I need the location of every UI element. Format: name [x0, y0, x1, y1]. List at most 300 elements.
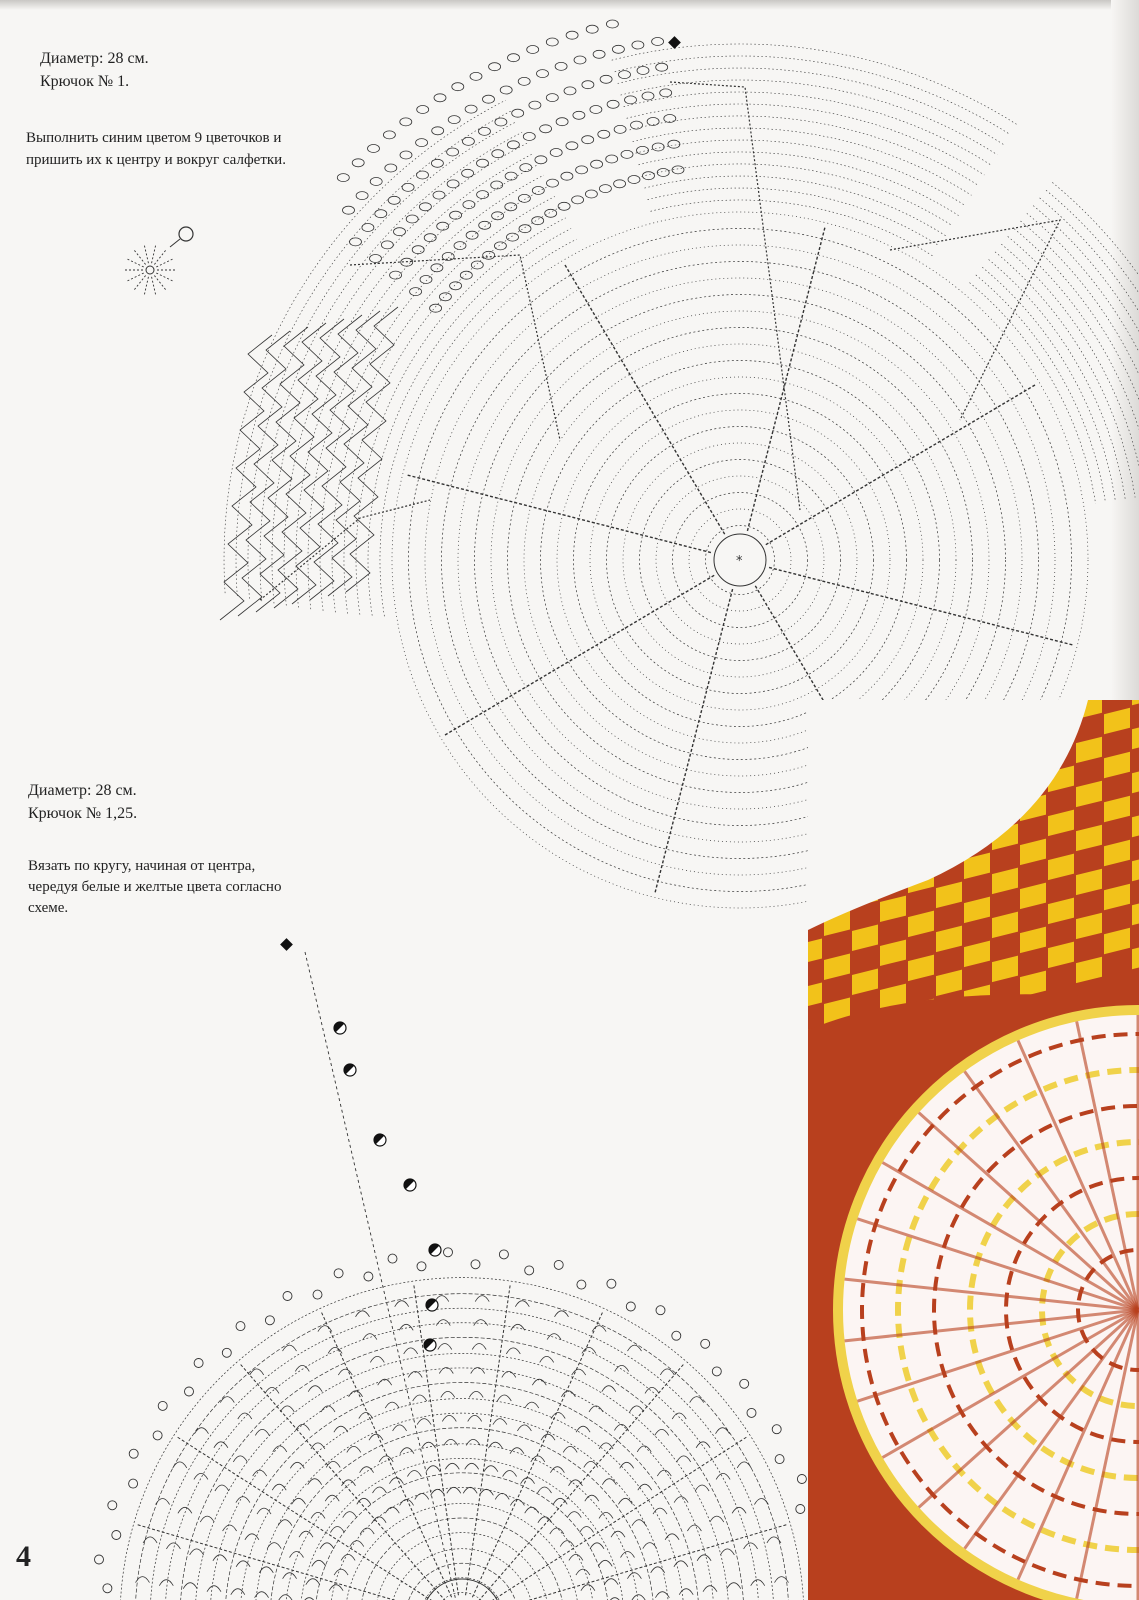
mesh-loop [585, 190, 597, 198]
mesh-loop [612, 45, 624, 53]
mesh-loop [527, 46, 539, 54]
scallop-arch [493, 1419, 507, 1425]
scallop-arch [389, 1478, 403, 1484]
scallop-arch [250, 1369, 264, 1375]
start-guide-line [305, 952, 460, 1600]
spoke [472, 1311, 603, 1598]
petal-outline [350, 255, 560, 440]
scallop-arch [604, 1579, 618, 1585]
scallop-arch [280, 1406, 294, 1412]
scallop-arch [495, 1493, 509, 1499]
mesh-loop [410, 288, 422, 296]
round-ring [360, 1518, 564, 1600]
scallop-arch [233, 1456, 247, 1462]
mesh-loop [430, 304, 442, 312]
picot [283, 1292, 292, 1301]
mesh-loop [631, 121, 643, 129]
mesh-loop [529, 101, 541, 109]
round-ring [135, 1294, 789, 1600]
scallop-arch [393, 1425, 407, 1431]
scallop-arch [347, 1446, 361, 1452]
mesh-loop [619, 71, 631, 79]
picot [797, 1475, 806, 1484]
motif-stitch [154, 275, 166, 290]
mesh-loop [466, 231, 478, 239]
mesh-loop [599, 185, 611, 193]
mesh-loop [561, 172, 573, 180]
mesh-loop [420, 276, 432, 284]
spoke [136, 1524, 438, 1600]
scallop-arch [417, 1419, 431, 1425]
scallop-arch [422, 1442, 436, 1448]
mesh-loop [657, 169, 669, 177]
scallop-arch [576, 1569, 590, 1575]
scallop-arch [632, 1520, 646, 1526]
scallop-arch [341, 1554, 355, 1560]
mesh-loop [370, 255, 382, 263]
motif-stitch [127, 273, 144, 281]
picot [554, 1260, 563, 1269]
mesh-loop [550, 149, 562, 157]
petal-row [272, 143, 528, 603]
picot [103, 1584, 112, 1593]
scallop-arch [697, 1555, 711, 1561]
mesh-loop [607, 100, 619, 108]
mesh-loop [643, 172, 655, 180]
scallop-arch [665, 1534, 679, 1540]
mesh-loop [582, 81, 594, 89]
pattern1-instruction: Выполнить синим цветом 9 цветочков и [26, 130, 282, 146]
scallop-arch [703, 1586, 717, 1592]
scallop-arch [334, 1569, 348, 1575]
mesh-loop [400, 118, 412, 126]
scallop-arch [200, 1516, 214, 1522]
scallop-arch [560, 1541, 574, 1547]
mesh-loop [434, 94, 446, 102]
mesh-loop [590, 106, 602, 114]
mesh-loop [566, 31, 578, 39]
scallop-arch [672, 1413, 686, 1419]
motif-stitch [127, 259, 144, 267]
mesh-loop [518, 194, 530, 202]
scallop-arch [532, 1379, 546, 1385]
color-marker-icon [424, 1297, 438, 1311]
scallop-arch [521, 1478, 535, 1484]
mesh-loop [442, 253, 454, 261]
mesh-loop [417, 171, 429, 179]
picot [153, 1431, 162, 1440]
pattern2-instruction: схеме. [28, 900, 69, 916]
scallop-arch [754, 1499, 768, 1505]
petal-divider [766, 384, 1037, 545]
mesh-loop [572, 196, 584, 204]
scallop-arch [350, 1541, 364, 1547]
start-marker-icon [179, 227, 193, 241]
picot [656, 1306, 665, 1315]
scallop-arch [431, 1489, 445, 1495]
mesh-loop [462, 169, 474, 177]
scallop-arch [363, 1334, 377, 1340]
scallop-arch [582, 1347, 596, 1353]
picot [712, 1367, 721, 1376]
petal-row [989, 260, 1126, 500]
scallop-arch [445, 1463, 459, 1469]
mesh-loop [460, 271, 472, 279]
mesh-loop [375, 210, 387, 218]
scallop-arch [660, 1369, 674, 1375]
mesh-loop [370, 178, 382, 186]
picot [129, 1479, 138, 1488]
mesh-loop [660, 89, 672, 97]
picot [701, 1339, 710, 1348]
round-ring [270, 1428, 654, 1600]
scallop-arch [407, 1471, 421, 1477]
mesh-loop [621, 150, 633, 158]
scallop-arch [436, 1320, 450, 1326]
petal-row [639, 152, 959, 216]
scallop-arch [632, 1595, 646, 1600]
picot [672, 1331, 681, 1340]
mesh-loop [463, 201, 475, 209]
petal-row [648, 188, 940, 246]
mesh-loop [477, 191, 489, 199]
motif-stitch [152, 245, 156, 264]
mesh-loop [454, 242, 466, 250]
start-marker-icon [280, 938, 293, 951]
scallop-arch [290, 1552, 304, 1558]
mesh-loop [406, 215, 418, 223]
scallop-arch [653, 1508, 667, 1514]
page-edge-shadow [0, 0, 1139, 10]
picot [626, 1302, 635, 1311]
petal-row [260, 132, 522, 601]
scallop-arch [469, 1391, 483, 1397]
scallop-arch [238, 1413, 252, 1419]
mesh-loop [576, 166, 588, 174]
scallop-arch [385, 1507, 399, 1513]
mesh-loop [598, 130, 610, 138]
mesh-loop [628, 176, 640, 184]
scallop-arch [321, 1406, 335, 1412]
scallop-arch [614, 1424, 628, 1430]
scallop-arch [236, 1497, 250, 1503]
scallop-arch [395, 1301, 409, 1307]
scallop-arch [183, 1583, 197, 1589]
mesh-loop [545, 209, 557, 217]
mesh-loop [433, 191, 445, 199]
flower-motif-diagram [110, 225, 210, 325]
mesh-loop [558, 202, 570, 210]
scallop-arch [265, 1387, 279, 1393]
petal-divider [655, 589, 733, 894]
scallop-arch [295, 1365, 309, 1371]
center-ring [422, 1579, 502, 1600]
round-ring [165, 1323, 759, 1600]
scallop-arch [621, 1552, 635, 1558]
pattern1-hook: Крючок № 1. [40, 73, 130, 90]
mesh-loop [447, 148, 459, 156]
picot [265, 1316, 274, 1325]
round-ring [225, 1383, 699, 1600]
mesh-loop [642, 92, 654, 100]
mesh-loop [350, 238, 362, 246]
scallop-arch [330, 1527, 344, 1533]
scallop-arch [415, 1493, 429, 1499]
scallop-arch [581, 1585, 595, 1591]
mesh-loop [381, 241, 393, 249]
picot [388, 1254, 397, 1263]
zigzag-chain [238, 331, 290, 616]
mesh-loop [416, 139, 428, 147]
mesh-loop [555, 62, 567, 70]
picot [772, 1425, 781, 1434]
scallop-arch [744, 1543, 758, 1549]
mesh-loop [400, 151, 412, 159]
mesh-loop [431, 159, 443, 167]
scallop-arch [695, 1485, 709, 1491]
mesh-loop [520, 164, 532, 172]
mesh-loop [462, 137, 474, 145]
scallop-arch [213, 1555, 227, 1561]
petal-divider [406, 475, 711, 553]
round-ring [285, 1444, 639, 1600]
scallop-arch [590, 1543, 604, 1549]
zigzag-chain [292, 319, 344, 604]
mesh-loop [477, 159, 489, 167]
petal-row [627, 104, 985, 175]
mesh-loop [625, 96, 637, 104]
mesh-loop [343, 206, 355, 214]
marker-arrow [170, 239, 180, 247]
scallop-arch [540, 1356, 554, 1362]
mesh-loop [470, 72, 482, 80]
scallop-arch [474, 1320, 488, 1326]
scallop-arch [207, 1586, 221, 1592]
petal-outline [890, 220, 1060, 420]
scallop-arch [267, 1543, 281, 1549]
scallop-arch [687, 1525, 701, 1531]
picot [444, 1248, 453, 1257]
picot [499, 1250, 508, 1259]
picot [112, 1531, 121, 1540]
picot [525, 1266, 534, 1275]
scallop-arch [517, 1425, 531, 1431]
mesh-loop [523, 133, 535, 141]
picot [577, 1280, 586, 1289]
mesh-loop [574, 56, 586, 64]
petal-row [636, 140, 965, 205]
scallop-arch [531, 1456, 545, 1462]
scallop-arch [511, 1324, 525, 1330]
mesh-loop [566, 142, 578, 150]
picot [108, 1501, 117, 1510]
petal-divider [443, 575, 714, 736]
mesh-loop [492, 212, 504, 220]
scallop-arch [767, 1537, 781, 1543]
scallop-arch [679, 1589, 693, 1595]
color-marker-icon [402, 1177, 416, 1191]
mesh-loop [388, 196, 400, 204]
scallop-arch [306, 1579, 320, 1585]
scallop-arch [438, 1344, 452, 1350]
mesh-loop [547, 179, 559, 187]
scallop-arch [553, 1498, 567, 1504]
scallop-arch [215, 1485, 229, 1491]
motif-stitch [154, 250, 166, 265]
picot [236, 1322, 245, 1331]
mesh-loop [614, 125, 626, 133]
petal-row [284, 154, 533, 606]
color-marker-icon [372, 1132, 386, 1146]
pattern1-diameter: Диаметр: 28 см. [40, 50, 149, 67]
scallop-arch [195, 1428, 209, 1434]
scallop-arch [283, 1573, 297, 1579]
scallop-arch [515, 1301, 529, 1307]
mesh-loop [362, 224, 374, 232]
mesh-loop [494, 242, 506, 250]
scallop-arch [441, 1391, 455, 1397]
scallop-arch [479, 1489, 493, 1495]
scallop-arch [674, 1497, 688, 1503]
scallop-arch [690, 1397, 704, 1403]
motif-center-ring [146, 266, 154, 274]
scallop-arch [468, 1415, 482, 1421]
mesh-loop [532, 187, 544, 195]
scallop-arch [484, 1466, 498, 1472]
scallop-arch [372, 1517, 386, 1523]
pattern2-instruction: чередуя белые и желтые цвета согласно [28, 879, 282, 895]
scallop-arch [373, 1487, 387, 1493]
picot [775, 1455, 784, 1464]
scallop-arch [611, 1531, 625, 1537]
scallop-arch [563, 1446, 577, 1452]
scallop-arch [308, 1479, 322, 1485]
mesh-loop [556, 118, 568, 126]
scallop-arch [580, 1527, 594, 1533]
mesh-loop [652, 38, 664, 46]
pattern2-hook: Крючок № 1,25. [28, 805, 138, 822]
scallop-arch [751, 1580, 765, 1586]
round-ring [120, 1278, 804, 1600]
scallop-arch [413, 1395, 427, 1401]
mesh-loop [632, 41, 644, 49]
mesh-loop [586, 25, 598, 33]
scallop-arch [674, 1561, 688, 1567]
scallop-arch [645, 1387, 659, 1393]
scallop-arch [360, 1528, 374, 1534]
scallop-arch [442, 1415, 456, 1421]
mesh-loop [606, 155, 618, 163]
mesh-loop [500, 86, 512, 94]
petal-row [970, 283, 1096, 504]
mesh-loop [450, 282, 462, 290]
round-ring [375, 1533, 549, 1600]
petal-row [612, 44, 1017, 124]
scallop-arch [253, 1470, 267, 1476]
scallop-arch [290, 1462, 304, 1468]
page-edge-shadow [1111, 0, 1139, 700]
motif-stitch [144, 245, 148, 264]
mesh-loop [352, 159, 364, 167]
scallop-arch [655, 1592, 669, 1598]
zigzag-chain [256, 327, 308, 612]
doily2-chart [30, 900, 760, 1590]
scallop-arch [156, 1499, 170, 1505]
mesh-loop [637, 67, 649, 75]
scallop-arch [541, 1434, 555, 1440]
motif-stitch [134, 275, 146, 290]
scallop-arch [602, 1386, 616, 1392]
scallop-arch [638, 1484, 652, 1490]
picot [129, 1449, 138, 1458]
scallop-arch [710, 1516, 724, 1522]
mesh-loop [614, 180, 626, 188]
mesh-loop [483, 251, 495, 259]
mesh-loop [508, 54, 520, 62]
mesh-loop [606, 20, 618, 28]
mesh-loop [356, 192, 368, 200]
round-ring [180, 1337, 744, 1600]
picot [194, 1359, 203, 1368]
round-ring [210, 1368, 714, 1600]
mesh-loop [512, 109, 524, 117]
mesh-loop [495, 118, 507, 126]
round-ring [420, 1578, 504, 1600]
scallop-arch [502, 1371, 516, 1377]
mesh-loop [483, 95, 495, 103]
scallop-arch [257, 1508, 271, 1514]
mesh-loop [573, 111, 585, 119]
mesh-loop [564, 87, 576, 95]
scallop-arch [538, 1487, 552, 1493]
mesh-loop [412, 246, 424, 254]
scallop-arch [214, 1442, 228, 1448]
mesh-loop [505, 172, 517, 180]
petal-row [621, 80, 998, 155]
petal-row [236, 111, 511, 596]
petal-row [630, 116, 978, 185]
mesh-loop [672, 166, 684, 174]
picot [747, 1408, 756, 1417]
petal-divider [769, 567, 1074, 645]
scallop-arch [598, 1560, 612, 1566]
picot [158, 1401, 167, 1410]
mesh-loop [537, 70, 549, 78]
scallop-arch [475, 1296, 489, 1302]
scallop-arch [525, 1402, 539, 1408]
scallop-arch [357, 1498, 371, 1504]
scallop-arch [173, 1462, 187, 1468]
mesh-loop [505, 203, 517, 211]
mesh-loop [465, 105, 477, 113]
round-ring [435, 1592, 489, 1600]
scallop-arch [525, 1507, 539, 1513]
mesh-loop [582, 136, 594, 144]
round-ring [330, 1487, 594, 1600]
scallop-arch [296, 1424, 310, 1430]
mesh-loop [593, 50, 605, 58]
mesh-loop [518, 77, 530, 85]
scallop-arch [637, 1446, 651, 1452]
scallop-arch [503, 1471, 517, 1477]
mesh-loop [385, 164, 397, 172]
page-number: 4 [16, 1540, 31, 1573]
mesh-loop [419, 203, 431, 211]
mesh-loop [535, 156, 547, 164]
finished-doily-photo [808, 700, 1139, 1600]
round-ring [240, 1399, 684, 1600]
picot [185, 1387, 194, 1396]
